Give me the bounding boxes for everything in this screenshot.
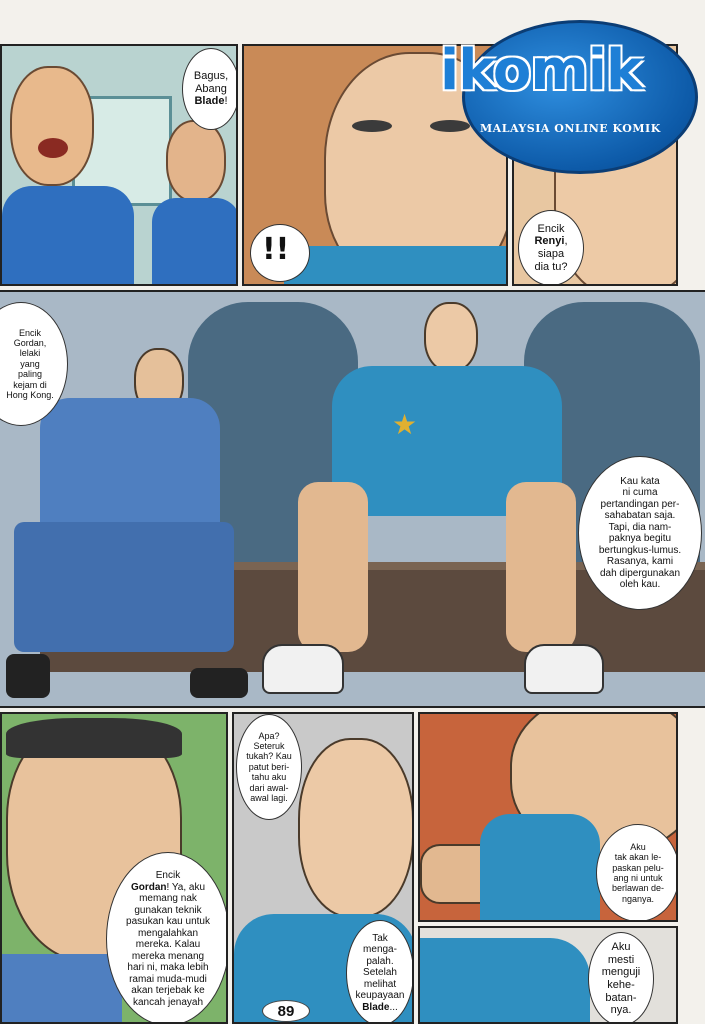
speech-balloon-tak-mengapa: Tak menga- palah. Setelah melihat keupayaan Blade...	[346, 920, 414, 1024]
bald-man-shirt	[284, 246, 508, 286]
bald-man-head	[424, 302, 478, 372]
page-number: 89	[262, 1000, 310, 1022]
speech-balloon-gordan-reply: Encik Gordan! Ya, aku memang nak gunakan teknik pasukan kau untuk mengalahkan mereka. Kalau mereka menang hari ni, maka lebih ramai muda-mudi akan terjebak ke kancah jenayah	[106, 852, 228, 1024]
sneaker-right-icon	[524, 644, 604, 694]
suit-man-legs	[14, 522, 234, 652]
panel-6	[232, 712, 414, 1024]
speech-balloon-bagus: Bagus, Abang Blade!	[182, 48, 238, 130]
jersey-right	[152, 198, 238, 286]
gordan-suit	[2, 954, 122, 1024]
speech-balloon-aku-tak-akan: Aku tak akan le- paskan pelu- ang ni untuk berlawan de- nganya.	[596, 824, 678, 922]
star-badge-icon: ★	[392, 409, 418, 440]
panel-1	[0, 44, 238, 286]
closeup-jersey	[480, 814, 600, 922]
sneaker-left-icon	[262, 644, 344, 694]
logo-subtitle: MALAYSIA ONLINE KOMIK	[480, 122, 661, 135]
shouting-player-mouth	[38, 138, 68, 158]
bald-man-eye-left	[352, 120, 392, 132]
suit-man-shoe-right	[190, 668, 248, 698]
speech-balloon-aku-mesti: Aku mesti menguji kehe- batan- nya.	[588, 932, 654, 1024]
speech-balloon-renyi: Encik Renyi, siapa dia tu?	[518, 210, 584, 286]
speech-balloon-kau-kata: Kau kata ni cuma pertandingan per- sahabatan saja. Tapi, dia nam- paknya begitu bertungkus-lumus. Rasanya, kami dah dipergunakan oleh kau.	[578, 456, 702, 610]
panel-7	[418, 712, 678, 922]
bald-man-leg-left	[298, 482, 368, 652]
speech-balloon-gordan-intro: Encik Gordan, lelaki yang paling kejam di Hong Kong.	[0, 302, 68, 426]
suit-man-shoe-left	[6, 654, 50, 698]
jersey-left	[2, 186, 134, 286]
panel-8	[418, 926, 678, 1024]
logo-main-text: ikomik	[440, 38, 643, 103]
ikomik-logo	[434, 16, 702, 182]
exclaim-text: !!	[262, 232, 290, 267]
gordan-hair	[6, 718, 182, 758]
bald-man-smirk-head	[298, 738, 414, 918]
panel-4	[0, 290, 705, 708]
speech-balloon-apa: Apa? Seteruk tukah? Kau patut beri- tahu aku dari awal- awal lagi.	[236, 714, 302, 820]
panel-5	[0, 712, 228, 1024]
bald-man-leg-right	[506, 482, 576, 652]
jersey-arm	[420, 938, 590, 1024]
smiling-player-head	[166, 120, 226, 202]
shouting-player-head	[10, 66, 94, 186]
